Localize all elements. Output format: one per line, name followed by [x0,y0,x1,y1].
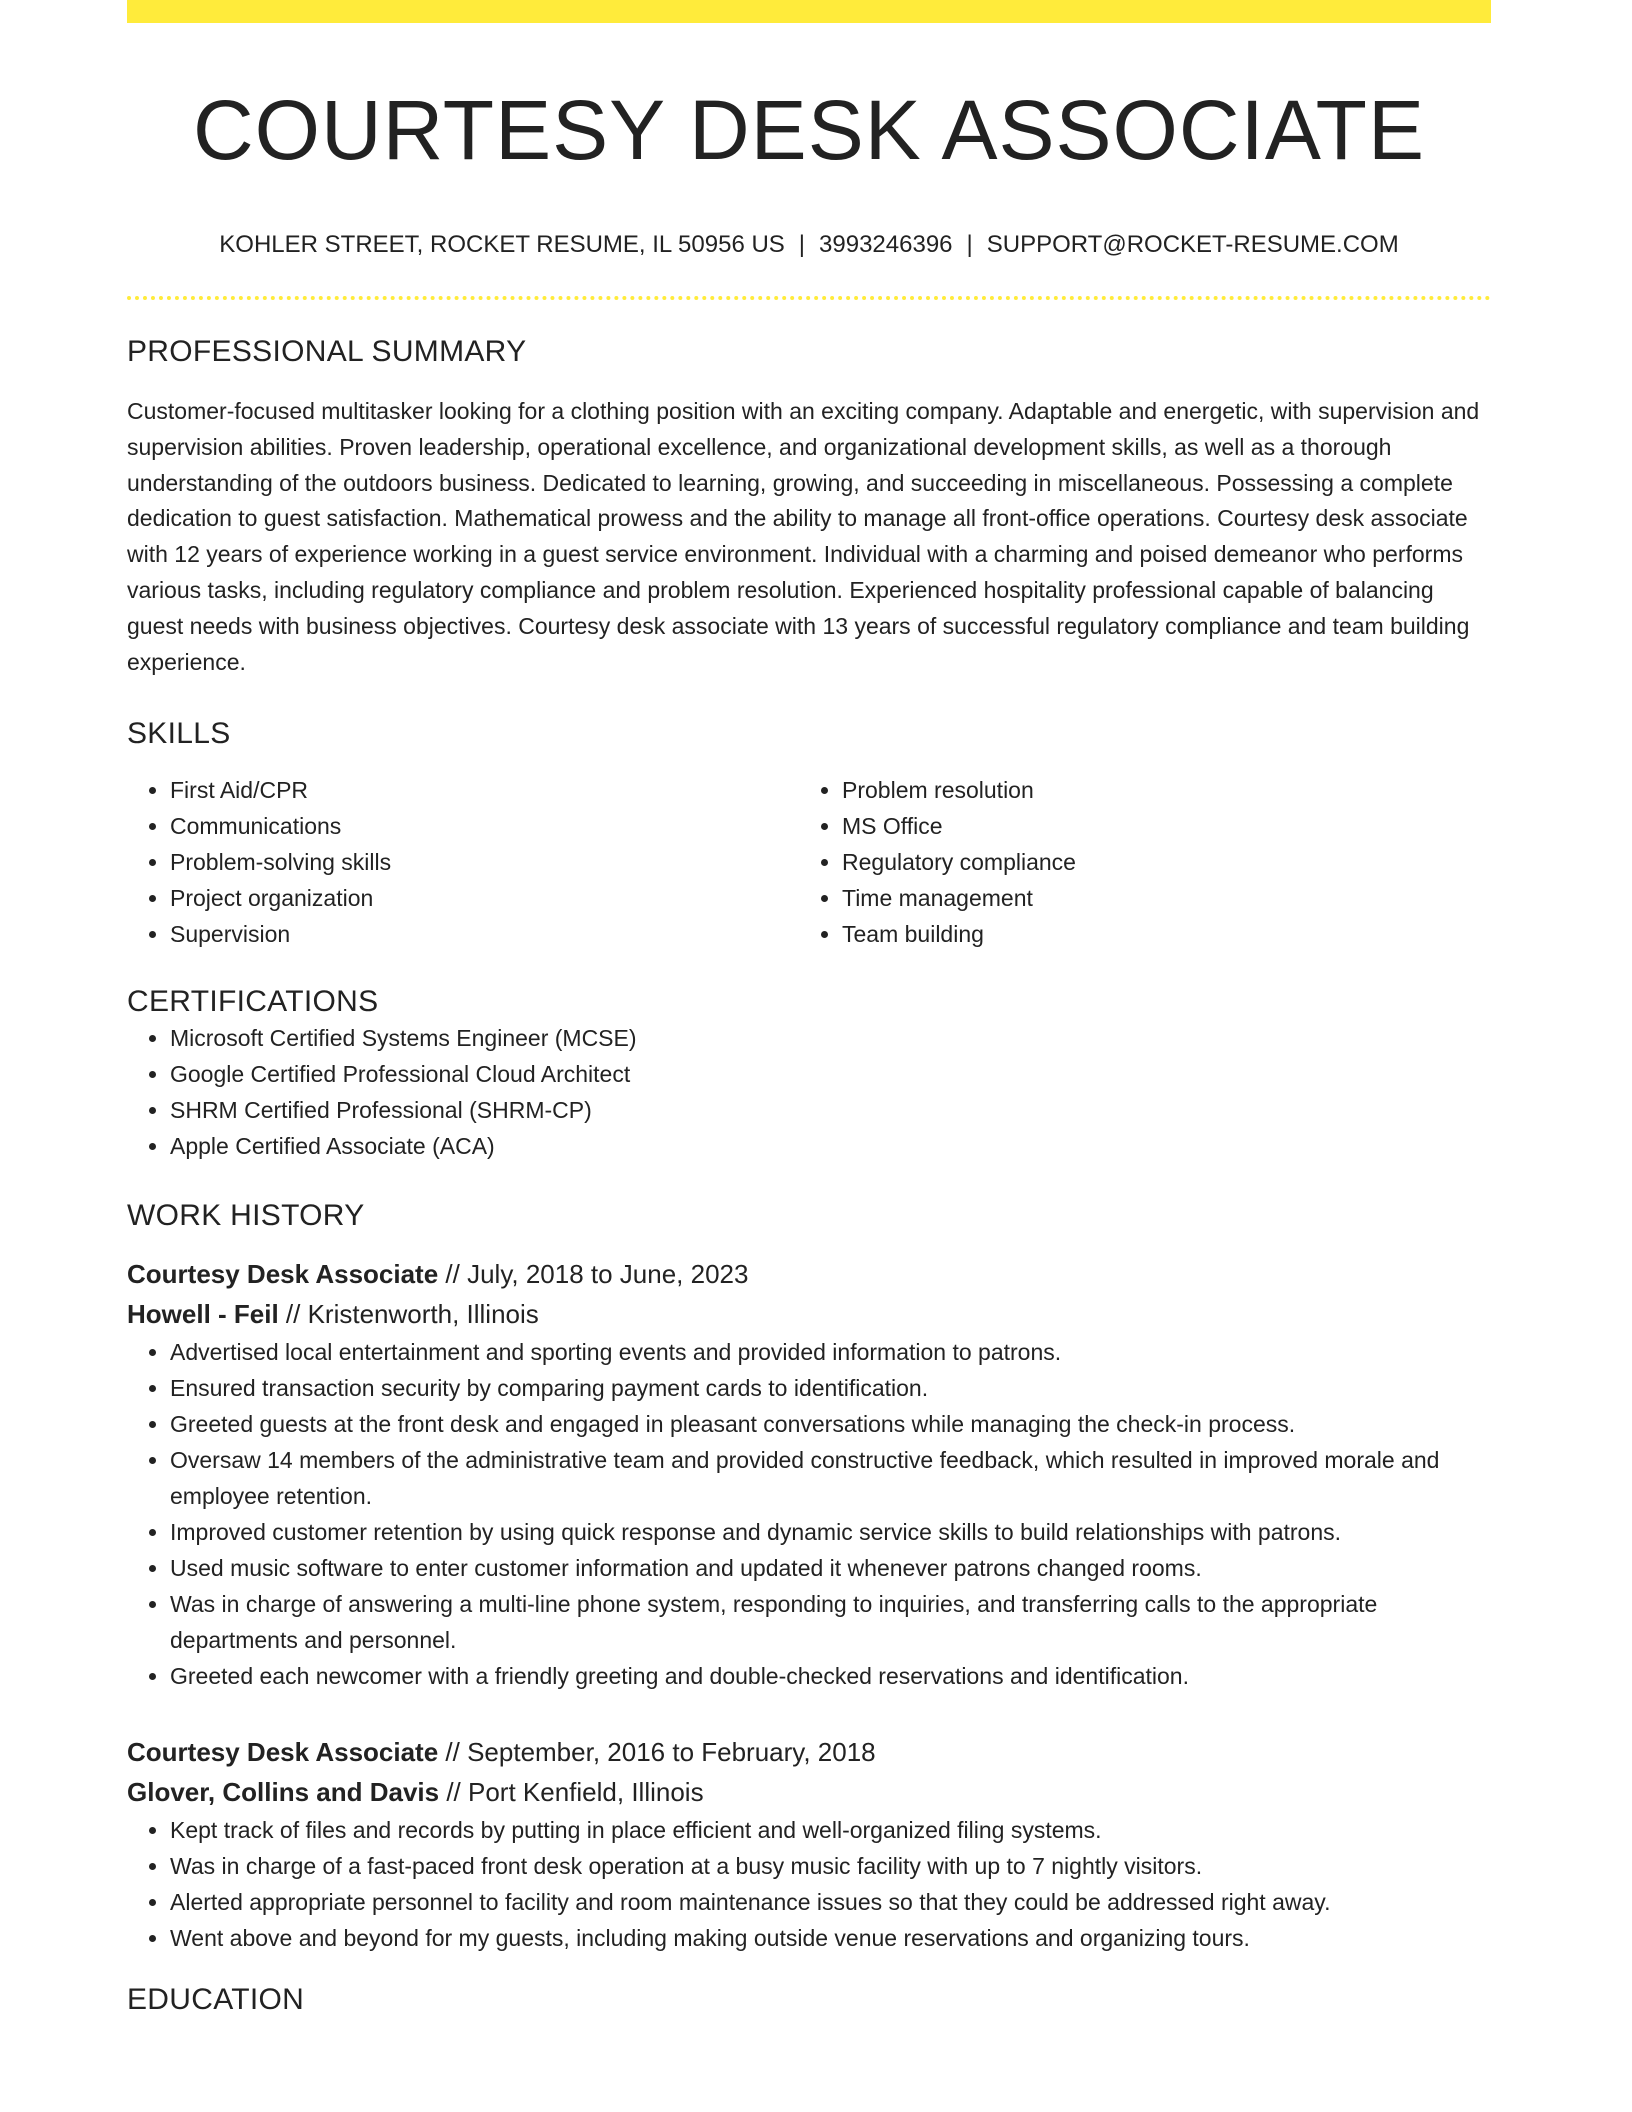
skill-item: • Team building [842,916,1471,952]
job-title: Courtesy Desk Associate [127,1737,439,1768]
certification-item: • Microsoft Certified Systems Engineer (MCSE) [170,1020,1491,1056]
skills-heading: SKILLS [127,717,231,751]
job-company-line [127,1294,1491,1334]
job-dates: // July, 2018 to June, 2023 [438,1259,749,1290]
contact-address: KOHLER STREET, ROCKET RESUME, IL 50956 US [219,231,785,258]
job-duties-list [127,1812,1491,1956]
job-title-line [127,1732,1491,1772]
work-history-heading: WORK HISTORY [127,1199,365,1233]
job-duties-list [127,1334,1491,1694]
contact-email: SUPPORT@ROCKET-RESUME.COM [986,231,1399,258]
skill-item: • Project organization [170,880,799,916]
skills-column-right [799,772,1471,952]
contact-phone: 3993246396 [819,231,953,258]
skill-item: • Problem resolution [842,772,1471,808]
job-location: // Port Kenfield, Illinois [439,1777,704,1808]
job-company: Howell - Feil [127,1299,279,1330]
skill-item: • Regulatory compliance [842,844,1471,880]
contact-line [127,230,1491,260]
duty-item: • Advertised local entertainment and sporting events and provided information to patrons. [170,1334,1491,1370]
job-title-line [127,1254,1491,1294]
job-company-line [127,1772,1491,1812]
skill-item: • MS Office [842,808,1471,844]
page-title: COURTESY DESK ASSOCIATE [192,83,1426,177]
duty-item: • Was in charge of a fast-paced front desk operation at a busy music facility with up to 7 nightly visitors. [170,1848,1491,1884]
job-entry [127,1732,1491,1956]
job-dates: // September, 2016 to February, 2018 [438,1737,876,1768]
duty-item: • Improved customer retention by using quick response and dynamic service skills to build relationships with patrons. [170,1514,1491,1550]
skill-item: • Supervision [170,916,799,952]
duty-item: • Ensured transaction security by comparing payment cards to identification. [170,1370,1491,1406]
skills-list-right [799,772,1471,952]
job-title: Courtesy Desk Associate [127,1259,439,1290]
skill-item: • Problem-solving skills [170,844,799,880]
skills-column-left [127,772,799,952]
skills-list-left [127,772,799,952]
certification-item: • Google Certified Professional Cloud Architect [170,1056,1491,1092]
skill-item: • Time management [842,880,1471,916]
certification-item: • Apple Certified Associate (ACA) [170,1128,1491,1164]
duty-item: • Went above and beyond for my guests, including making outside venue reservations and organizing tours. [170,1920,1491,1956]
skills-grid [127,772,1491,952]
duty-item: • Greeted guests at the front desk and engaged in pleasant conversations while managing the check-in process. [170,1406,1491,1442]
job-entry [127,1254,1491,1694]
duty-item: • Oversaw 14 members of the administrative team and provided constructive feedback, which resulted in improved morale and employee retention. [170,1442,1491,1514]
duty-item: • Was in charge of answering a multi-line phone system, responding to inquiries, and transferring calls to the appropriate departments and personnel. [170,1586,1491,1658]
resume-content [127,0,1491,2018]
certification-item: • SHRM Certified Professional (SHRM-CP) [170,1092,1491,1128]
contact-separator: | [966,231,973,258]
certifications-heading: CERTIFICATIONS [127,985,379,1019]
job-location: // Kristenworth, Illinois [278,1299,539,1330]
summary-text: Customer-focused multitasker looking for a clothing position with an exciting company. Adaptable and energetic, with supervision and supervision abilities. Proven leadership, operational excellence, and organizational development skills, as well as a thorough understanding of the outdoors business. Dedicated to learning, growing, and succeeding in miscellaneous. Possessing a complete dedication to guest satisfaction. Mathematical prowess and the ability to manage all front-office operations. Courtesy desk associate with 12 years of experience working in a guest service environment. Individual with a charming and poised demeanor who performs various tasks, including regulatory compliance and problem resolution. Experienced hospitality professional capable of balancing guest needs with business objectives. Courtesy desk associate with 13 years of successful regulatory compliance and team building experience. [127,398,1480,675]
duty-item: • Greeted each newcomer with a friendly greeting and double-checked reservations and identification. [170,1658,1491,1694]
skill-item: • First Aid/CPR [170,772,799,808]
duty-item: • Used music software to enter customer information and updated it whenever patrons changed rooms. [170,1550,1491,1586]
contact-separator: | [798,231,806,258]
dotted-divider [127,296,1491,300]
summary-heading: PROFESSIONAL SUMMARY [127,335,527,368]
duty-item: • Alerted appropriate personnel to facility and room maintenance issues so that they could be addressed right away. [170,1884,1491,1920]
education-heading: EDUCATION [127,1983,305,2017]
certifications-list [127,1020,1491,1164]
duty-item: • Kept track of files and records by putting in place efficient and well-organized filing systems. [170,1812,1491,1848]
skill-item: • Communications [170,808,799,844]
job-company: Glover, Collins and Davis [127,1777,440,1808]
